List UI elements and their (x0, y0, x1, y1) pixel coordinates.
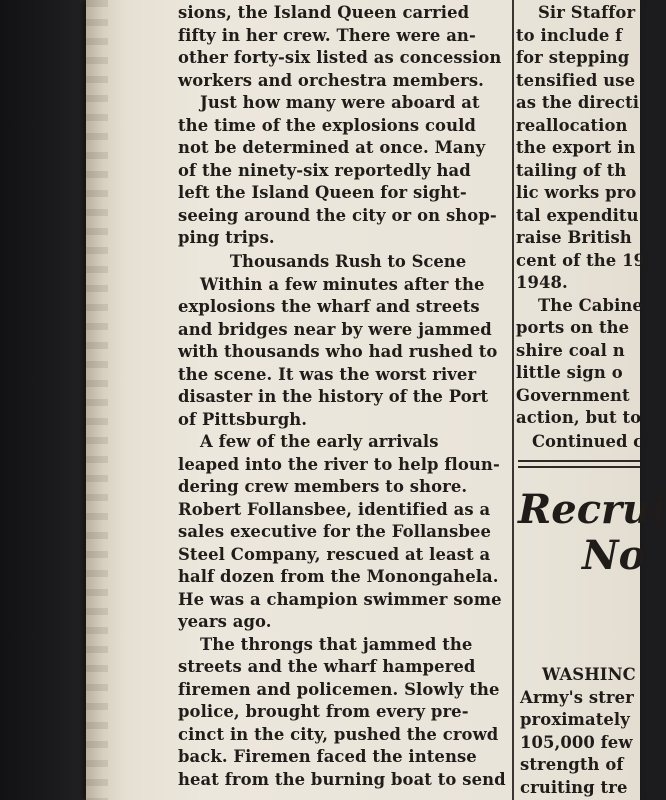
text-line: The throngs that jammed the (200, 634, 473, 654)
dark-background (0, 0, 98, 800)
text-line: He was a champion swimmer some (178, 589, 502, 609)
text-line: dering crew members to shore. (178, 477, 468, 496)
text-line: tal expenditu (516, 205, 639, 225)
column-divider (512, 0, 514, 800)
text-line: 105,000 few (520, 732, 633, 752)
text-line: WASHINC (542, 665, 636, 684)
text-line: leaped into the river to help floun- (178, 454, 500, 474)
text-line: little sign o (516, 363, 623, 382)
text-line: to include f (516, 25, 623, 45)
text-line: half dozen from the Monongahela. (178, 567, 499, 586)
right-article-column (516, 2, 646, 430)
text-line: raise British (516, 228, 632, 247)
text-line: sales executive for the Follansbee (178, 522, 491, 541)
text-line: back. Firemen faced the intense (178, 747, 477, 766)
text-line: proximately (520, 710, 630, 729)
text-line: the export in (516, 138, 636, 157)
text-line: with thousands who had rushed to (178, 342, 498, 361)
text-line: disaster in the history of the Port (178, 387, 489, 406)
text-line: A few of the early arrivals (200, 432, 439, 451)
text-line: explosions the wharf and streets (178, 297, 480, 316)
text-line: seeing around the city or on shop- (178, 205, 497, 225)
text-line: 1948. (516, 273, 568, 292)
text-line: for stepping (516, 48, 630, 67)
text-line: left the Island Queen for sight- (178, 183, 467, 202)
text-line: of Pittsburgh. (178, 409, 308, 429)
text-line: police, brought from every pre- (178, 702, 469, 721)
torn-paper-edge (86, 0, 108, 800)
continued-note: Continued c (532, 432, 644, 451)
subheading: Thousands Rush to Scene (229, 251, 467, 271)
text-line: strength of (520, 755, 624, 774)
text-line: ports on the (516, 318, 630, 337)
text-line: as the directi (516, 93, 640, 112)
text-line: Army's strer (520, 687, 634, 707)
text-line: Within a few minutes after the (200, 274, 485, 294)
text-line: reallocation (516, 115, 628, 135)
text-line: shire coal n (516, 340, 625, 360)
text-line: not be determined at once. Many (178, 138, 486, 157)
divider-rule (518, 460, 640, 462)
right-lower-article (520, 664, 640, 799)
text-line: Sir Staffor (538, 3, 636, 22)
text-line: The Cabine (538, 295, 643, 315)
text-line: action, but to (516, 408, 642, 427)
text-line: cinct in the city, pushed the crowd (178, 724, 499, 744)
text-line: other forty-six listed as concession (178, 48, 502, 67)
text-line: tensified use (516, 70, 636, 90)
text-line: Government (516, 385, 630, 405)
text-line: Just how many were aboard at (200, 93, 480, 112)
headline: No (582, 532, 646, 579)
divider-rule (518, 466, 640, 468)
text-line: Steel Company, rescued at least a (178, 544, 491, 564)
text-line: of the ninety-six reportedly had (178, 160, 471, 180)
text-line: sions, the Island Queen carried (178, 3, 470, 22)
text-line: years ago. (178, 612, 272, 631)
text-line: tailing of th (516, 160, 627, 180)
text-line: cruiting tre (520, 777, 628, 797)
text-line: firemen and policemen. Slowly the (178, 679, 500, 699)
text-line: ping trips. (178, 228, 275, 247)
headline: Recrui (518, 486, 666, 533)
text-line: cent of the 19 (516, 250, 646, 270)
text-line: the scene. It was the worst river (178, 364, 477, 384)
text-line: fifty in her crew. There were an- (178, 25, 476, 45)
text-line: heat from the burning boat to send (178, 769, 506, 789)
left-article-column (178, 2, 508, 791)
text-line: streets and the wharf hampered (178, 657, 476, 676)
text-line: the time of the explosions could (178, 115, 476, 135)
text-line: workers and orchestra members. (178, 70, 484, 90)
text-line: and bridges near by were jammed (178, 319, 492, 339)
text-line: lic works pro (516, 183, 637, 202)
text-line: Robert Follansbee, identified as a (178, 499, 491, 519)
